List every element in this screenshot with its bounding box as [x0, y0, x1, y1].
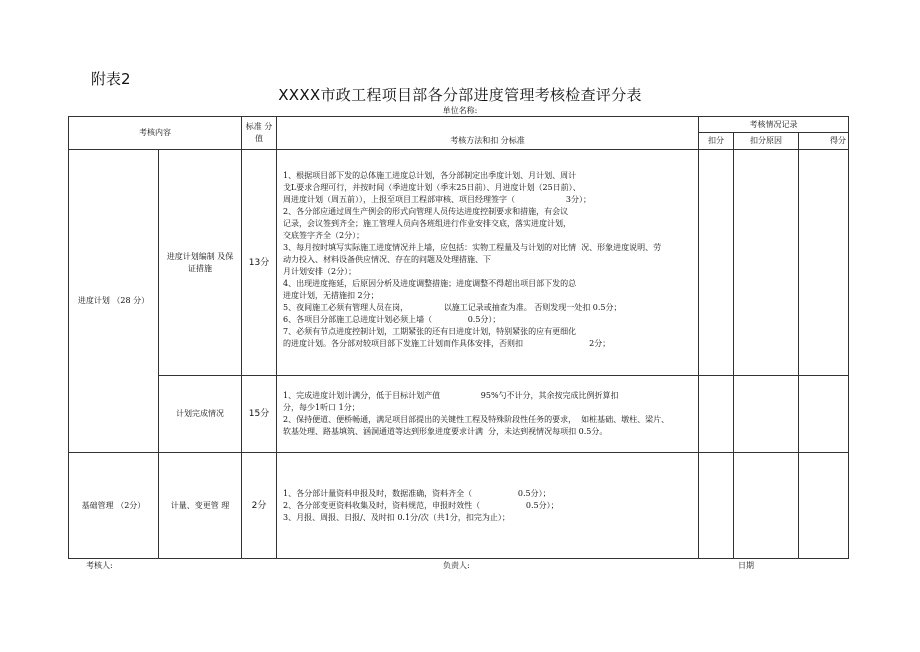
score-cell[interactable] — [799, 376, 849, 453]
item-score: 15分 — [242, 376, 277, 453]
method-line: 戈L要求合理可行，并按时间（季进度计划（季末25日前）、月进度计划（25日前）、 — [283, 183, 581, 192]
method-line: 2、各分部变更资料收集及时，资料规范，申报时效性（ 0.5分）； — [283, 500, 559, 510]
reason-cell[interactable] — [734, 376, 799, 453]
item-name: 进度计划编制 及保证措施 — [159, 150, 242, 376]
table-row — [69, 453, 849, 559]
score-cell[interactable] — [799, 453, 849, 559]
item-score: 13分 — [242, 150, 277, 376]
category-basic-management: 基础管理 （2分） — [69, 453, 159, 559]
item-method — [277, 453, 699, 559]
method-line: 3、每月按时填写实际施工进度情况并上墙，应包括：实物工程量及与计划的对比情 况、形象进度说明、劳 — [283, 243, 662, 252]
method-line: 的进度计划。各分部对较项目部下发施工计划而作具体安排，否则扣 2分； — [283, 339, 611, 348]
header-row-1 — [69, 117, 849, 133]
method-line: 分，每少1听口 1分； — [283, 403, 360, 412]
method-line: 记录，会议签到齐全；施工管理人员向各班组进行作业安排交底，落实进度计划， — [283, 219, 571, 228]
assessor-label: 考核人: — [86, 561, 113, 570]
method-line: 1、根据项目部下发的总体施工进度总计划，各分部制定出季度计划、月计划、周计 — [283, 171, 577, 180]
item-method — [277, 376, 699, 453]
appendix-label: 附表2 — [91, 70, 131, 88]
deduct-cell[interactable] — [699, 453, 734, 559]
score-table — [68, 116, 849, 559]
item-name: 计量、变更管 理 — [159, 453, 242, 559]
method-line: 进度计划，无措施扣 2分； — [283, 291, 379, 300]
item-name: 计划完成情况 — [159, 376, 242, 453]
unit-name-label: 单位名称: — [442, 106, 478, 115]
header-reason: 扣分原因 — [734, 133, 799, 150]
header-method: 考核方法和扣 分标准 — [277, 117, 699, 150]
responsible-label: 负责人: — [443, 561, 470, 570]
method-line: 6、各项目分部施工总进度计划必须上墙（ 0.5分）； — [283, 315, 501, 324]
header-record: 考核情况记录 — [699, 117, 849, 133]
reason-cell[interactable] — [734, 150, 799, 376]
method-line: 月计划安排（2分）； — [283, 267, 357, 276]
header-standard: 标准 分值 — [242, 117, 277, 150]
method-line: 1、各分部计量资料申报及时，数据准确，资料齐全（ 0.5分）； — [283, 488, 551, 498]
table-row — [69, 376, 849, 453]
method-line: 2、保持便道、便桥畅通，满足项目部提出的关键性工程及特殊阶段性任务的要求， 如桩基础、墩柱、梁片、 — [283, 415, 670, 424]
method-line: 7、必须有节点进度控制计划，工期紧张的还有日进度计划，特别紧张的应有更细化 — [283, 327, 577, 336]
method-line: 3、月报、周报、日报/、及时扣 0.1分/次（共1分，扣完为止）； — [283, 512, 510, 522]
table-row — [69, 150, 849, 376]
header-content: 考核内容 — [69, 117, 242, 150]
method-line: 2、各分部应通过周生产例会的形式向管理人员传达进度控制要求和措施，有会议 — [283, 207, 569, 216]
date-label: 日期 — [738, 561, 754, 570]
score-cell[interactable] — [799, 150, 849, 376]
method-line: 5、夜间施工必须有管理人员在岗， 以施工记录或抽查为准。 否则发现一处扣 0.5分； — [283, 303, 622, 312]
item-score: 2分 — [242, 453, 277, 559]
method-line: 1、完成进度计划计满分，低于目标计划产值 95%勺不计分，其余按完成比例折算扣 — [283, 391, 619, 400]
method-line: 交底签字齐全（2分）； — [283, 231, 365, 240]
page-title: XXXX市政工程项目部各分部进度管理考核检查评分表 — [278, 86, 642, 104]
reason-cell[interactable] — [734, 453, 799, 559]
method-line: 软基处理、路基填筑、涵洞通道等达到形象进度要求计满 分，未达到视情况每项扣 0.5分。 — [283, 427, 608, 436]
method-line: 动力投入、材料设备供应情况、存在的问题及处理措施、下 — [283, 255, 491, 264]
header-score: 得分 — [799, 133, 849, 150]
deduct-cell[interactable] — [699, 150, 734, 376]
item-method — [277, 150, 699, 376]
method-line: 周进度计划（周五前）），上报至项目工程部审核、项目经理签字（ 3分）； — [283, 195, 591, 204]
deduct-cell[interactable] — [699, 376, 734, 453]
category-progress-plan: 进度计划 （28 分） — [69, 150, 159, 453]
method-line: 4、出现进度拖延，后原因分析及进度调整措施；进度调整不得超出项目部下发的总 — [283, 279, 577, 288]
header-deduct: 扣分 — [699, 133, 734, 150]
